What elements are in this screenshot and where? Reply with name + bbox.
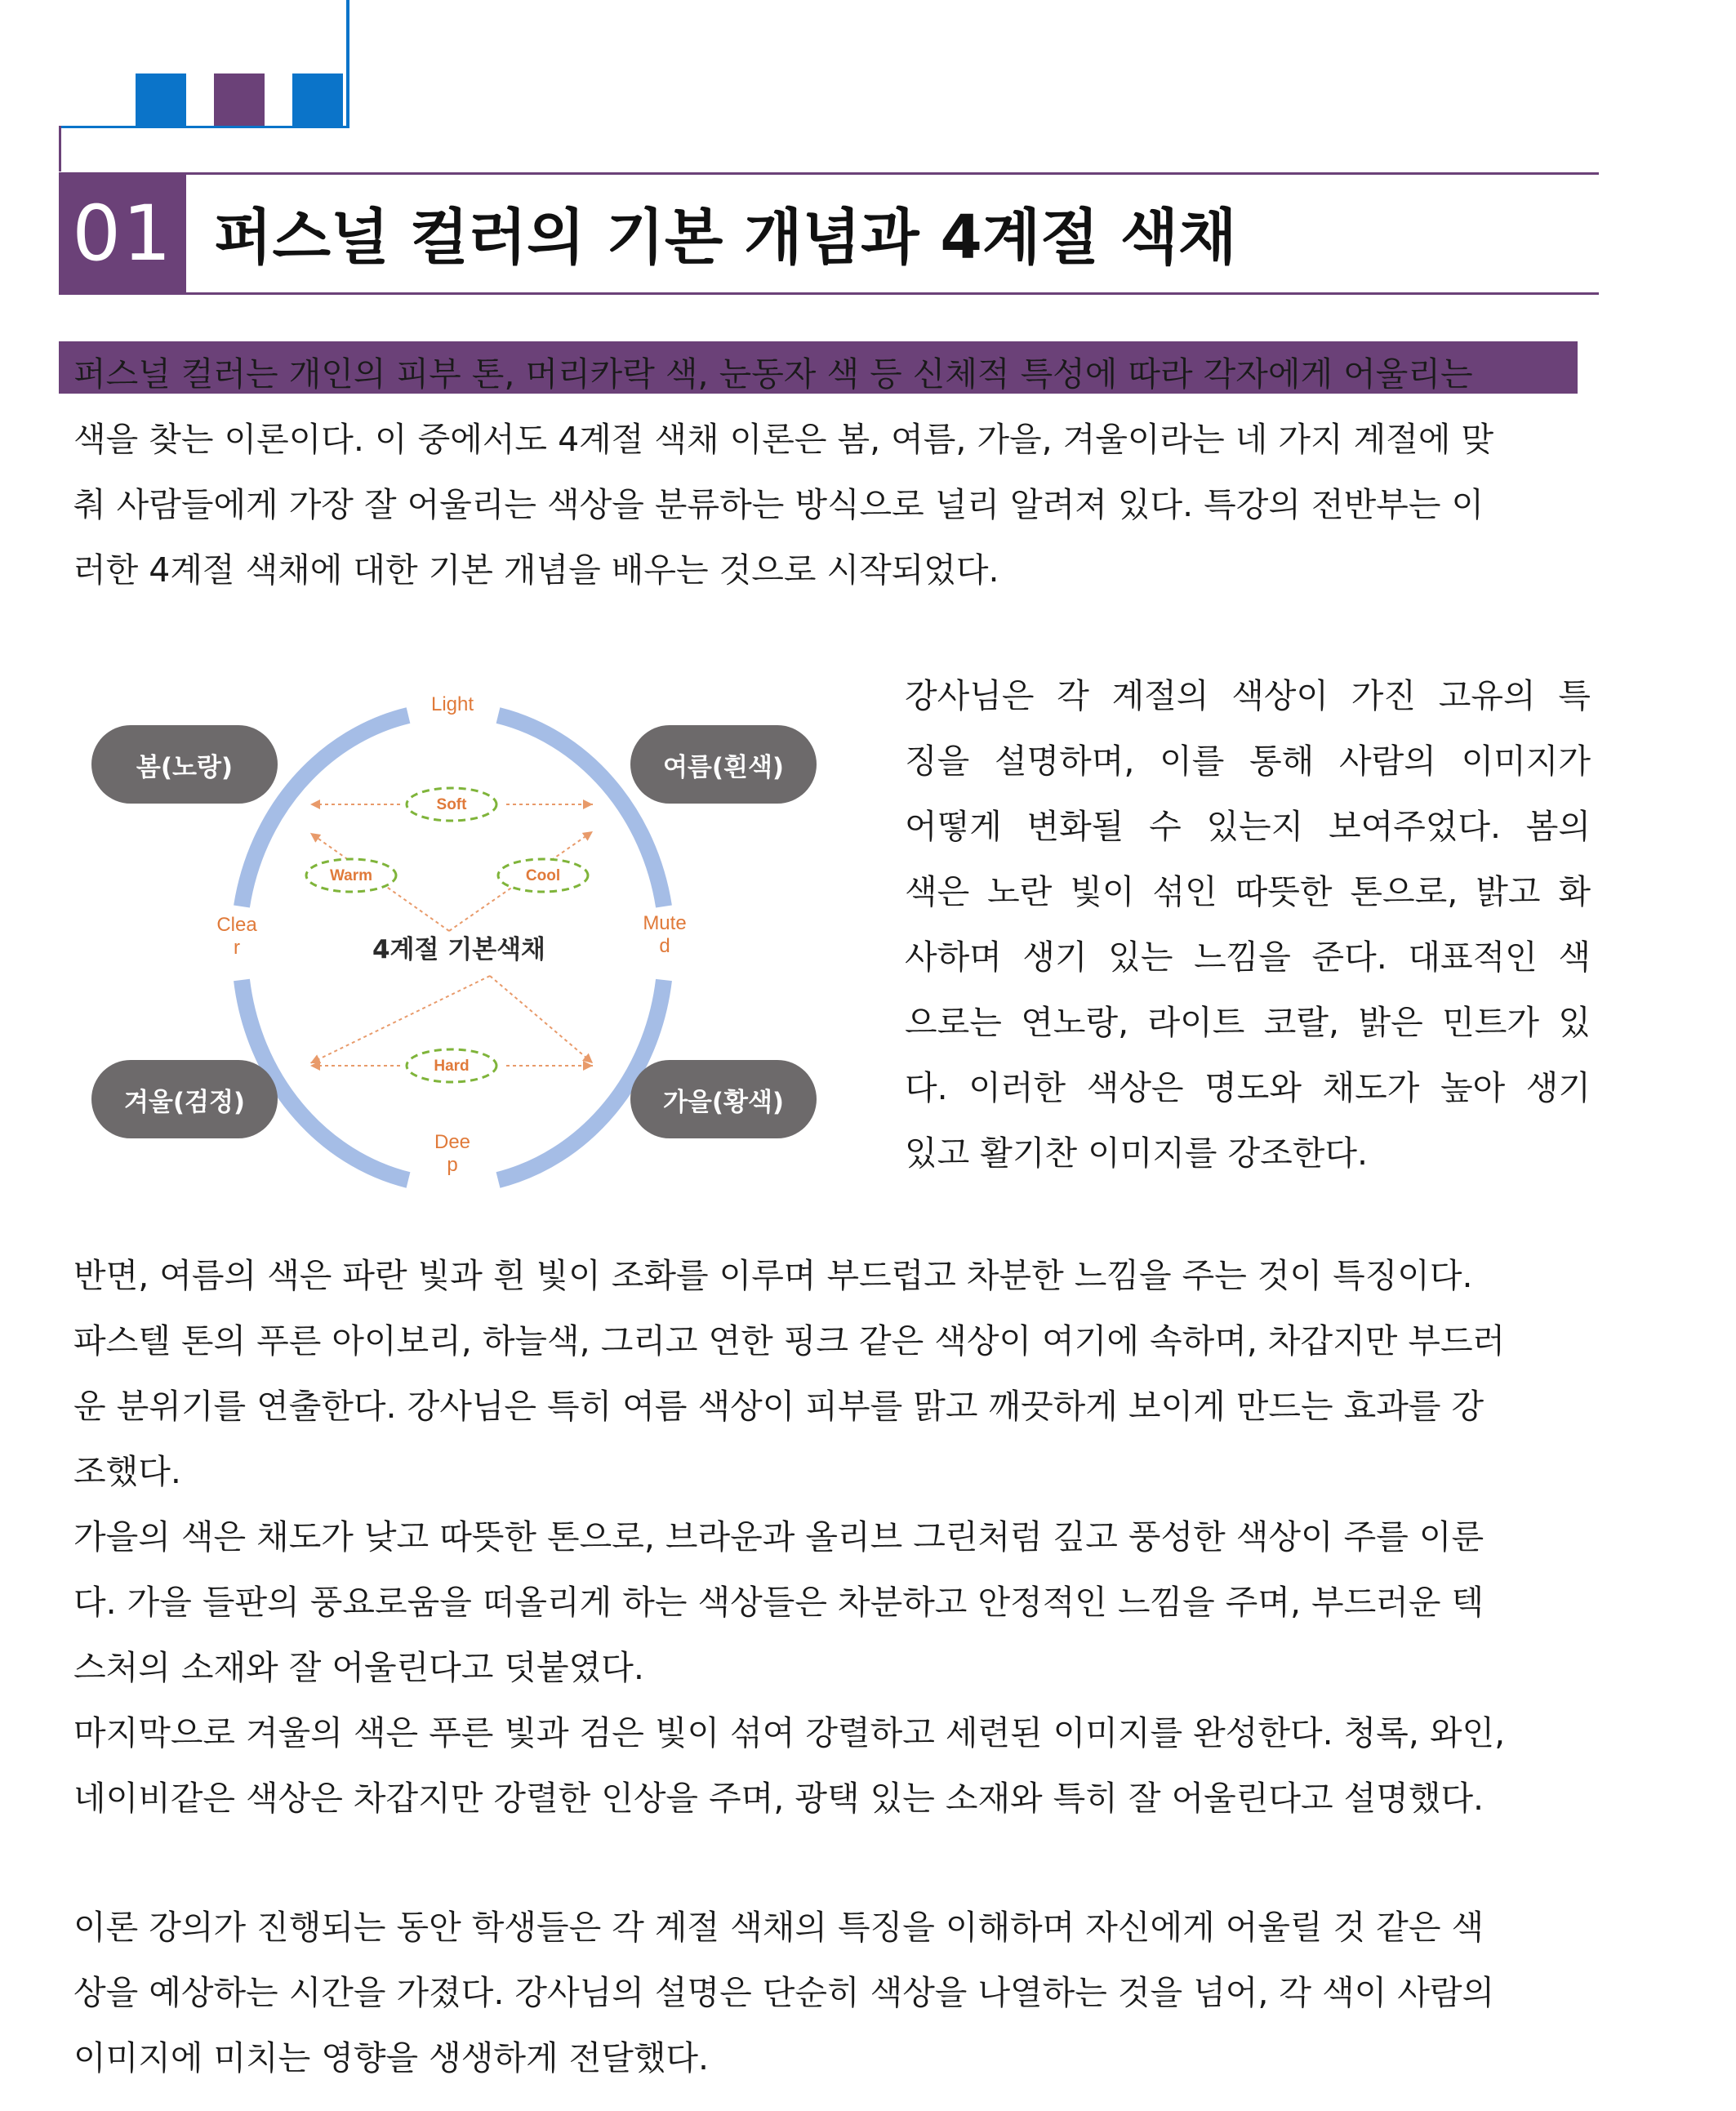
season-autumn-pill: 가을(황색) <box>630 1060 817 1138</box>
text-line: 상을 예상하는 시간을 가졌다. 강사님의 설명은 단순히 색상을 나열하는 것을 넘어, 각 색이 사람의 <box>73 1973 1495 2012</box>
axis-label-bottom: Dee <box>434 1131 471 1153</box>
axis-label-left: Clea <box>216 914 257 936</box>
header-decor-line <box>346 0 349 126</box>
text-line: 네이비같은 색상은 차갑지만 강렬한 인상을 주며, 광택 있는 소재와 특히 잘 어울린다고 설명했다. <box>73 1779 1485 1818</box>
season-winter-pill: 겨울(검정) <box>91 1060 278 1138</box>
text-line: 퍼스널 컬러는 개인의 피부 톤, 머리카락 색, 눈동자 색 등 신체적 특성에 따라 각자에게 어울리는 <box>73 354 1473 394</box>
axis-label-left-cont: r <box>234 937 240 959</box>
season-color-diagram <box>82 686 833 1209</box>
text-line: 사하며 생기 있는 느낌을 준다. 대표적인 색 <box>905 937 1591 977</box>
axis-label-top: Light <box>430 693 474 715</box>
header-decor-line <box>59 126 61 171</box>
text-line: 러한 4계절 색채에 대한 기본 개념을 배우는 것으로 시작되었다. <box>73 550 999 590</box>
closing-paragraph <box>73 1895 1592 2091</box>
text-line: 이미지에 미치는 영향을 생생하게 전달했다. <box>73 2038 710 2078</box>
axis-label-bottom-cont: p <box>447 1154 458 1176</box>
tag-hard: Hard <box>434 1058 470 1075</box>
text-line: 이론 강의가 진행되는 동안 학생들은 각 계절 색채의 특징을 이해하며 자신에게 어울릴 것 같은 색 <box>73 1908 1485 1947</box>
season-summer-pill: 여름(흰색) <box>630 725 817 804</box>
header-decor-line <box>59 126 349 128</box>
intro-paragraph <box>73 341 1592 603</box>
text-line: 있고 활기찬 이미지를 강조한다. <box>905 1133 1369 1173</box>
text-line: 파스텔 톤의 푸른 아이보리, 하늘색, 그리고 연한 핑크 같은 색상이 여기에 속하며, 차갑지만 부드러 <box>73 1321 1506 1361</box>
section-number: 01 <box>59 172 186 295</box>
axis-label-right: Mute <box>643 912 687 934</box>
tag-soft: Soft <box>436 796 467 813</box>
text-line: 마지막으로 겨울의 색은 푸른 빛과 검은 빛이 섞여 강렬하고 세련된 이미지를 완성한다. 청록, 와인, <box>73 1713 1506 1752</box>
text-line: 반면, 여름의 색은 파란 빛과 흰 빛이 조화를 이루며 부드럽고 차분한 느낌을 주는 것이 특징이다. <box>73 1256 1473 1295</box>
text-line: 운 분위기를 연출한다. 강사님은 특히 여름 색상이 피부를 맑고 깨끗하게 보이게 만드는 효과를 강 <box>73 1387 1485 1426</box>
season-spring-pill: 봄(노랑) <box>91 725 278 804</box>
page-title: 퍼스널 컬러의 기본 개념과 4계절 색채 <box>214 203 1237 273</box>
diagram-center-label: 4계절 기본색채 <box>372 935 546 964</box>
title-rule <box>186 292 1599 295</box>
text-line: 다. 가을 들판의 풍요로움을 떠올리게 하는 색상들은 차분하고 안정적인 느낌을 주며, 부드러운 텍 <box>73 1583 1485 1622</box>
text-line: 색은 노란 빛이 섞인 따뜻한 톤으로, 밝고 화 <box>905 872 1591 911</box>
seasons-paragraph <box>73 1243 1592 1831</box>
header-decor-square <box>136 73 186 126</box>
tag-warm: Warm <box>329 867 373 884</box>
text-line: 강사님은 각 계절의 색상이 가진 고유의 특 <box>905 676 1591 715</box>
text-line: 징을 설명하며, 이를 통해 사람의 이미지가 <box>905 742 1591 781</box>
text-line: 조했다. <box>73 1452 181 1491</box>
text-line: 으로는 연노랑, 라이트 코랄, 밝은 민트가 있 <box>905 1003 1591 1042</box>
header-decor-square <box>214 73 265 126</box>
text-line: 어떻게 변화될 수 있는지 보여주었다. 봄의 <box>905 807 1591 846</box>
side-paragraph <box>905 663 1591 1186</box>
title-rule <box>186 172 1599 175</box>
text-line: 가을의 색은 채도가 낮고 따뜻한 톤으로, 브라운과 올리브 그린처럼 깊고 풍성한 색상이 주를 이룬 <box>73 1517 1485 1557</box>
header-decor-square <box>292 73 343 126</box>
text-line: 색을 찾는 이론이다. 이 중에서도 4계절 색채 이론은 봄, 여름, 가을, 겨울이라는 네 가지 계절에 맞 <box>73 420 1494 459</box>
tag-cool: Cool <box>525 867 561 884</box>
text-line: 스처의 소재와 잘 어울린다고 덧붙였다. <box>73 1648 644 1687</box>
text-line: 춰 사람들에게 가장 잘 어울리는 색상을 분류하는 방식으로 널리 알려져 있다. 특강의 전반부는 이 <box>73 485 1485 524</box>
axis-label-right-cont: d <box>659 935 670 957</box>
text-line: 다. 이러한 색상은 명도와 채도가 높아 생기 <box>905 1068 1591 1107</box>
